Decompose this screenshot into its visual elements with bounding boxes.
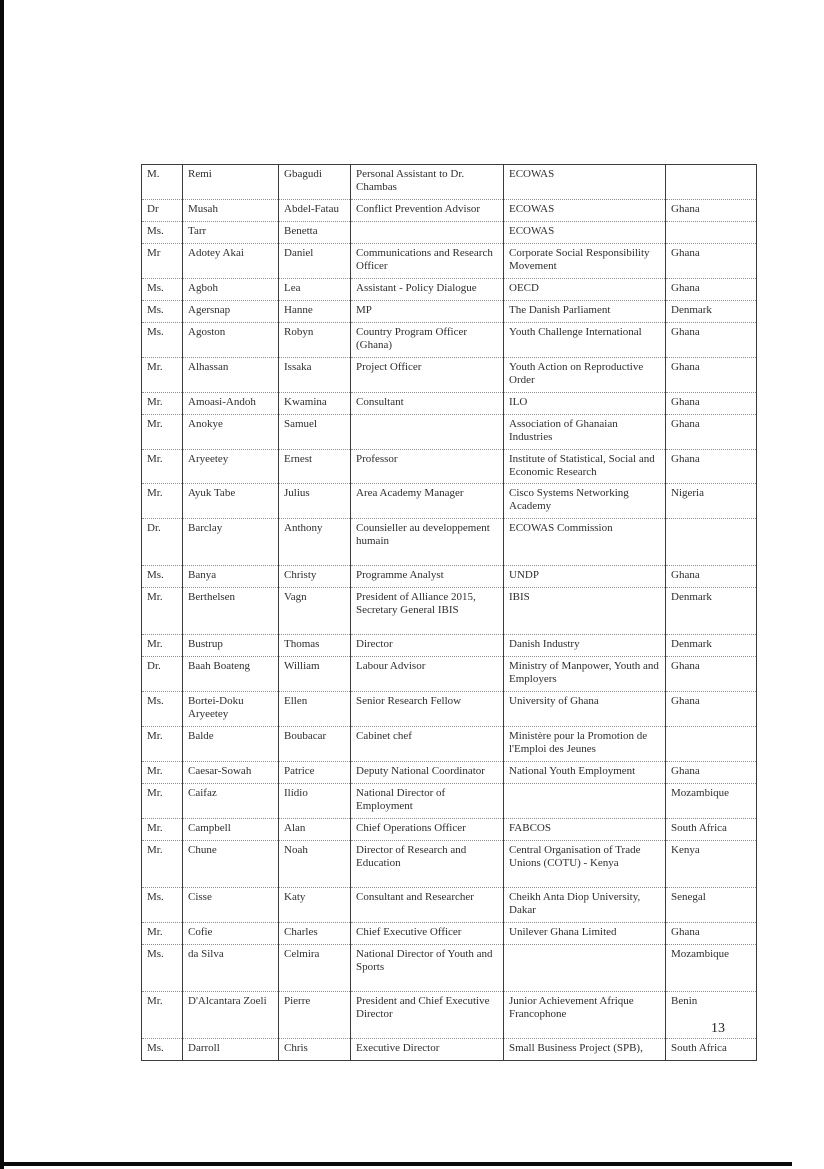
cell-organization: Cisco Systems Networking Academy [504, 484, 666, 519]
table-row [142, 221, 757, 243]
cell-last-name: Balde [183, 727, 279, 762]
cell-organization: ECOWAS [504, 165, 666, 200]
cell-position: MP [351, 300, 504, 322]
cell-title: Mr. [142, 484, 183, 519]
cell-title: Mr. [142, 449, 183, 484]
cell-last-name: Agersnap [183, 300, 279, 322]
table-row [142, 762, 757, 784]
cell-first-name: Ernest [279, 449, 351, 484]
cell-first-name: Boubacar [279, 727, 351, 762]
cell-organization: Corporate Social Responsibility Movement [504, 243, 666, 278]
cell-position: Communications and Research Officer [351, 243, 504, 278]
cell-position: President of Alliance 2015, Secretary General IBIS [351, 588, 504, 635]
cell-title: Mr. [142, 635, 183, 657]
cell-position: Deputy National Coordinator [351, 762, 504, 784]
cell-title: Ms. [142, 944, 183, 991]
page-number: 13 [711, 1021, 725, 1036]
cell-position: Area Academy Manager [351, 484, 504, 519]
cell-first-name: Chris [279, 1038, 351, 1060]
table-row [142, 300, 757, 322]
cell-title: Ms. [142, 566, 183, 588]
cell-position [351, 414, 504, 449]
cell-first-name: Anthony [279, 519, 351, 566]
cell-title: Mr. [142, 818, 183, 840]
table-row [142, 657, 757, 692]
cell-first-name: Katy [279, 887, 351, 922]
cell-title: Ms. [142, 1038, 183, 1060]
cell-first-name: Thomas [279, 635, 351, 657]
cell-last-name: Remi [183, 165, 279, 200]
cell-position: Programme Analyst [351, 566, 504, 588]
cell-last-name: Tarr [183, 221, 279, 243]
cell-last-name: Cofie [183, 922, 279, 944]
cell-first-name: Patrice [279, 762, 351, 784]
cell-first-name: Samuel [279, 414, 351, 449]
scan-edge-bottom [0, 1162, 792, 1166]
table-row [142, 357, 757, 392]
cell-first-name: Alan [279, 818, 351, 840]
cell-organization: Unilever Ghana Limited [504, 922, 666, 944]
cell-first-name: Ilídio [279, 784, 351, 819]
cell-organization: Central Organisation of Trade Unions (COTU) - Kenya [504, 840, 666, 887]
cell-organization: Ministry of Manpower, Youth and Employers [504, 657, 666, 692]
cell-first-name: Christy [279, 566, 351, 588]
cell-country: Kenya [666, 840, 757, 887]
cell-organization: Association of Ghanaian Industries [504, 414, 666, 449]
cell-title: Mr. [142, 840, 183, 887]
cell-title: Dr. [142, 657, 183, 692]
table-row [142, 840, 757, 887]
cell-title: Ms. [142, 322, 183, 357]
cell-organization: ECOWAS [504, 199, 666, 221]
table-row [142, 199, 757, 221]
cell-title: Ms. [142, 300, 183, 322]
cell-first-name: Gbagudi [279, 165, 351, 200]
table-row [142, 818, 757, 840]
cell-position: Country Program Officer (Ghana) [351, 322, 504, 357]
cell-country: Mozambique [666, 784, 757, 819]
cell-first-name: Noah [279, 840, 351, 887]
cell-country: Ghana [666, 449, 757, 484]
cell-organization: Institute of Statistical, Social and Economic Research [504, 449, 666, 484]
cell-last-name: Aryeetey [183, 449, 279, 484]
cell-position: President and Chief Executive Director [351, 991, 504, 1038]
table-row [142, 519, 757, 566]
cell-first-name: Celmira [279, 944, 351, 991]
cell-position: Chief Executive Officer [351, 922, 504, 944]
cell-position: National Director of Youth and Sports [351, 944, 504, 991]
table-row [142, 635, 757, 657]
cell-country: Ghana [666, 322, 757, 357]
cell-first-name: Julius [279, 484, 351, 519]
cell-last-name: Bortei-Doku Aryeetey [183, 692, 279, 727]
cell-first-name: Robyn [279, 322, 351, 357]
table-row [142, 784, 757, 819]
table-row [142, 1038, 757, 1060]
cell-organization [504, 784, 666, 819]
participants-table-body [142, 165, 757, 1061]
table-row [142, 692, 757, 727]
cell-organization: Junior Achievement Afrique Francophone [504, 991, 666, 1038]
cell-title: Ms. [142, 278, 183, 300]
cell-title: Ms. [142, 692, 183, 727]
cell-last-name: Cisse [183, 887, 279, 922]
cell-organization: Youth Action on Reproductive Order [504, 357, 666, 392]
cell-last-name: Caesar-Sowah [183, 762, 279, 784]
table-row [142, 991, 757, 1038]
cell-position: Consultant and Researcher [351, 887, 504, 922]
cell-country: Nigeria [666, 484, 757, 519]
cell-title: Ms. [142, 887, 183, 922]
cell-organization: Youth Challenge International [504, 322, 666, 357]
cell-title: Mr [142, 243, 183, 278]
cell-position: National Director of Employment [351, 784, 504, 819]
cell-first-name: Daniel [279, 243, 351, 278]
cell-country: Ghana [666, 692, 757, 727]
cell-title: Mr. [142, 784, 183, 819]
participants-table [141, 164, 757, 1061]
cell-title: Mr. [142, 922, 183, 944]
cell-country: Denmark [666, 635, 757, 657]
cell-country: Ghana [666, 243, 757, 278]
cell-last-name: Chune [183, 840, 279, 887]
cell-position: Consultant [351, 392, 504, 414]
cell-position: Counsieller au developpement humain [351, 519, 504, 566]
cell-first-name: Hanne [279, 300, 351, 322]
table-row [142, 449, 757, 484]
cell-first-name: Lea [279, 278, 351, 300]
cell-position: Project Officer [351, 357, 504, 392]
cell-last-name: Musah [183, 199, 279, 221]
cell-last-name: Banya [183, 566, 279, 588]
table-row [142, 922, 757, 944]
cell-first-name: Charles [279, 922, 351, 944]
cell-first-name: Vagn [279, 588, 351, 635]
cell-country: Senegal [666, 887, 757, 922]
scan-edge-left [0, 0, 4, 1169]
cell-first-name: Pierre [279, 991, 351, 1038]
cell-organization [504, 944, 666, 991]
cell-title: Mr. [142, 727, 183, 762]
cell-position: Conflict Prevention Advisor [351, 199, 504, 221]
participants-table-wrap [141, 164, 756, 1061]
cell-position: Director of Research and Education [351, 840, 504, 887]
cell-organization: IBIS [504, 588, 666, 635]
cell-position: Professor [351, 449, 504, 484]
table-row [142, 887, 757, 922]
cell-last-name: Campbell [183, 818, 279, 840]
cell-first-name: Kwamina [279, 392, 351, 414]
cell-last-name: Anokye [183, 414, 279, 449]
cell-country: Benin [666, 991, 757, 1038]
cell-organization: ECOWAS Commission [504, 519, 666, 566]
cell-country: Ghana [666, 199, 757, 221]
cell-last-name: D'Alcantara Zoeli [183, 991, 279, 1038]
cell-country [666, 221, 757, 243]
cell-position: Labour Advisor [351, 657, 504, 692]
cell-position: Chief Operations Officer [351, 818, 504, 840]
cell-title: Dr. [142, 519, 183, 566]
cell-title: Mr. [142, 392, 183, 414]
cell-position: Personal Assistant to Dr. Chambas [351, 165, 504, 200]
cell-first-name: William [279, 657, 351, 692]
cell-organization: Ministère pour la Promotion de l'Emploi des Jeunes [504, 727, 666, 762]
table-row [142, 484, 757, 519]
cell-last-name: Baah Boateng [183, 657, 279, 692]
cell-country: Denmark [666, 588, 757, 635]
cell-country: Ghana [666, 657, 757, 692]
cell-country: Denmark [666, 300, 757, 322]
cell-position: Assistant - Policy Dialogue [351, 278, 504, 300]
cell-organization: UNDP [504, 566, 666, 588]
cell-country [666, 727, 757, 762]
cell-title: Mr. [142, 357, 183, 392]
cell-organization: University of Ghana [504, 692, 666, 727]
cell-position: Cabinet chef [351, 727, 504, 762]
table-row [142, 392, 757, 414]
cell-country: Ghana [666, 278, 757, 300]
cell-first-name: Issaka [279, 357, 351, 392]
cell-last-name: Amoasi-Andoh [183, 392, 279, 414]
cell-last-name: da Silva [183, 944, 279, 991]
cell-last-name: Barclay [183, 519, 279, 566]
cell-position: Director [351, 635, 504, 657]
cell-position [351, 221, 504, 243]
cell-position: Executive Director [351, 1038, 504, 1060]
table-row [142, 944, 757, 991]
cell-organization: Small Business Project (SPB), [504, 1038, 666, 1060]
cell-country: South Africa [666, 1038, 757, 1060]
cell-title: Mr. [142, 991, 183, 1038]
table-row [142, 727, 757, 762]
cell-last-name: Agboh [183, 278, 279, 300]
cell-organization: The Danish Parliament [504, 300, 666, 322]
cell-organization: ECOWAS [504, 221, 666, 243]
cell-first-name: Abdel-Fatau [279, 199, 351, 221]
cell-last-name: Agoston [183, 322, 279, 357]
cell-country [666, 519, 757, 566]
cell-country [666, 165, 757, 200]
cell-title: Mr. [142, 762, 183, 784]
cell-title: Mr. [142, 414, 183, 449]
cell-organization: National Youth Employment [504, 762, 666, 784]
cell-organization: Danish Industry [504, 635, 666, 657]
cell-position: Senior Research Fellow [351, 692, 504, 727]
table-row [142, 322, 757, 357]
cell-organization: ILO [504, 392, 666, 414]
cell-last-name: Adotey Akai [183, 243, 279, 278]
cell-title: Ms. [142, 221, 183, 243]
cell-title: M. [142, 165, 183, 200]
cell-country: Ghana [666, 566, 757, 588]
table-row [142, 566, 757, 588]
cell-last-name: Berthelsen [183, 588, 279, 635]
cell-country: Ghana [666, 392, 757, 414]
table-row [142, 165, 757, 200]
cell-last-name: Caifaz [183, 784, 279, 819]
cell-country: South Africa [666, 818, 757, 840]
table-row [142, 243, 757, 278]
cell-last-name: Ayuk Tabe [183, 484, 279, 519]
cell-first-name: Ellen [279, 692, 351, 727]
cell-last-name: Bustrup [183, 635, 279, 657]
table-row [142, 278, 757, 300]
cell-title: Dr [142, 199, 183, 221]
cell-organization: Cheikh Anta Diop University, Dakar [504, 887, 666, 922]
cell-organization: OECD [504, 278, 666, 300]
cell-country: Mozambique [666, 944, 757, 991]
cell-organization: FABCOS [504, 818, 666, 840]
table-row [142, 588, 757, 635]
cell-country: Ghana [666, 922, 757, 944]
cell-last-name: Darroll [183, 1038, 279, 1060]
table-row [142, 414, 757, 449]
cell-first-name: Benetta [279, 221, 351, 243]
cell-last-name: Alhassan [183, 357, 279, 392]
cell-country: Ghana [666, 762, 757, 784]
cell-country: Ghana [666, 414, 757, 449]
cell-title: Mr. [142, 588, 183, 635]
cell-country: Ghana [666, 357, 757, 392]
